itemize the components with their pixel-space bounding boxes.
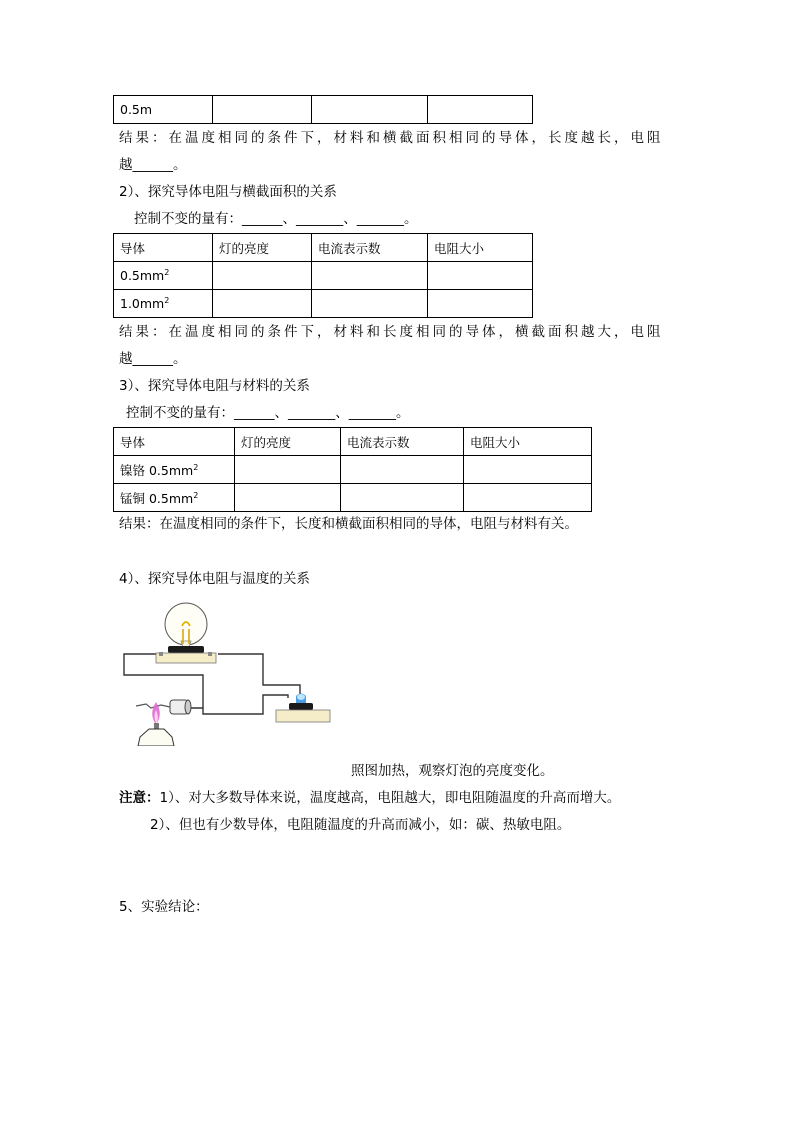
table-cell [114,262,213,290]
result-text-cont: 越______。 [119,157,187,173]
table-row [114,290,533,318]
table-cell [428,290,533,318]
column-header: 灯的亮度 [213,234,312,262]
table-row [114,96,533,124]
table-cell [114,456,235,484]
table-cell [341,484,464,512]
column-header: 电流表示数 [341,428,464,456]
result-text: 结果：在温度相同的条件下，长度和横截面积相同的导体，电阻与材料有关。 [119,516,578,532]
alcohol-lamp-icon [138,723,174,746]
conductor-label: 1.0mm [120,296,165,311]
conductor-label: 0.5mm [120,268,165,283]
table-header-row [114,428,592,456]
length-table [113,95,533,124]
result-text-cont: 越______。 [119,351,187,367]
note-label: 注意： [119,790,160,806]
section-heading: 4）、探究导体电阻与温度的关系 [119,571,310,587]
column-header: 灯的亮度 [235,428,341,456]
note-line-1 [119,786,620,806]
table-cell [114,290,213,318]
column-header: 电阻大小 [464,428,592,456]
superscript: 2 [164,296,170,305]
section-heading: 2）、探究导体电阻与横截面积的关系 [119,184,337,200]
table-cell [235,484,341,512]
result-text: 结果：在温度相同的条件下，材料和横截面积相同的导体，长度越长，电阻 [119,130,664,146]
column-header: 电阻大小 [428,234,533,262]
conductor-label: 镍铬 0.5mm [120,462,194,478]
bulb-socket-icon [156,646,216,663]
control-variables-line: 控制不变的量有：______、_______、_______。 [126,405,410,421]
note-line-2: 2）、但也有少数导体，电阻随温度的升高而减小，如：碳、热敏电阻。 [150,817,571,833]
control-variables-line: 控制不变的量有：______、_______、_______。 [134,211,418,227]
superscript: 2 [164,268,170,277]
table-cell [235,456,341,484]
table-header-row [114,234,533,262]
note-text: 1）、对大多数导体来说，温度越高，电阻越大，即电阻随温度的升高而增大。 [159,790,621,806]
table-cell [428,96,533,124]
table-row [114,456,592,484]
table-cell [213,96,312,124]
table-row [114,484,592,512]
section-heading: 5、实验结论： [119,899,209,915]
table-cell [312,262,428,290]
figure-caption: 照图加热，观察灯泡的亮度变化。 [351,763,554,779]
table-cell [312,96,428,124]
superscript: 2 [193,462,199,472]
table-cell [213,290,312,318]
area-table [113,233,533,318]
table-cell [464,484,592,512]
table-cell [213,262,312,290]
table-row [114,262,533,290]
table-cell: 0.5m [114,96,213,124]
column-header: 电流表示数 [312,234,428,262]
column-header: 导体 [114,234,213,262]
circuit-figure [118,596,343,746]
table-cell [114,484,235,512]
superscript: 2 [193,490,199,500]
material-table [113,427,592,512]
table-cell [464,456,592,484]
switch-icon [276,694,330,723]
table-cell [312,290,428,318]
section-heading: 3）、探究导体电阻与材料的关系 [119,378,310,394]
light-bulb-icon [165,603,207,647]
table-cell [428,262,533,290]
table-cell [341,456,464,484]
conductor-label: 锰铜 0.5mm [120,490,194,506]
resistance-coil-icon [136,700,191,714]
column-header: 导体 [114,428,235,456]
result-text: 结果：在温度相同的条件下，材料和长度相同的导体，横截面积越大，电阻 [119,324,664,340]
